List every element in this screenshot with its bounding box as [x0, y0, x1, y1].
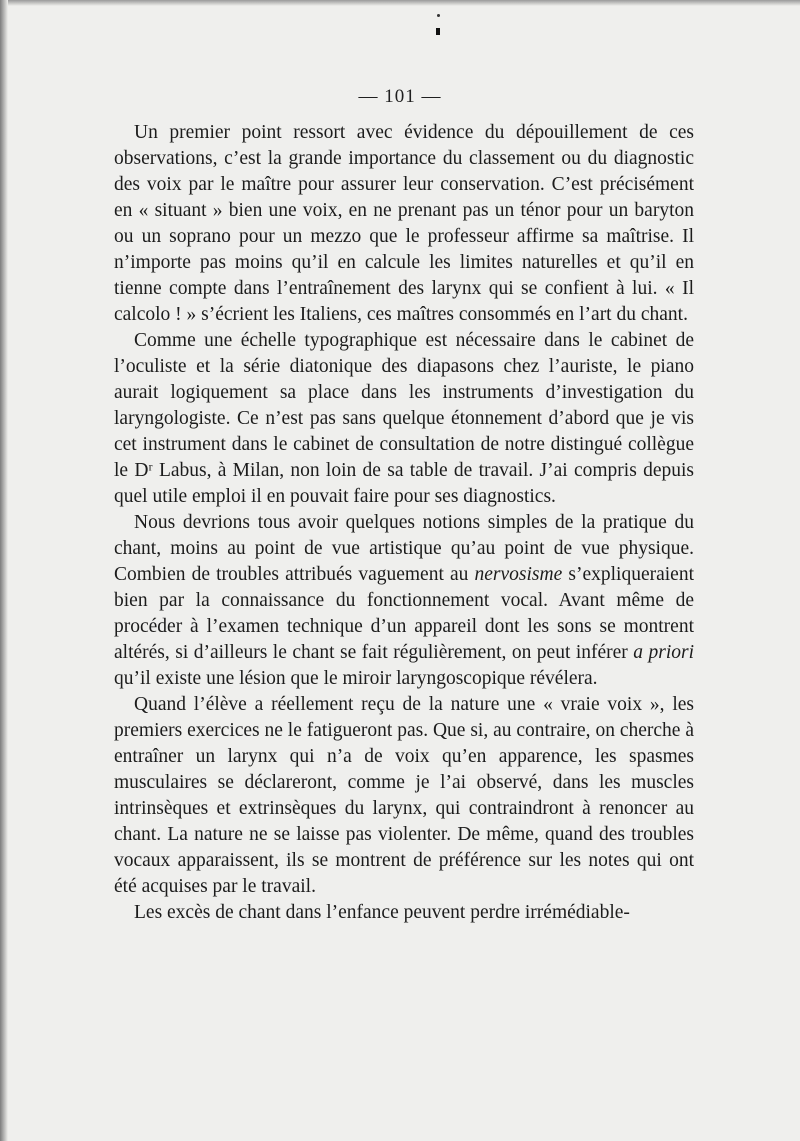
page-number: — 101 —: [358, 86, 442, 107]
paragraph: [114, 692, 694, 900]
text-run: s’expliqueraient bien par la connaissance du fonctionnement vocal. Avant même de procéder à l’examen technique d’un appareil dont les sons se montrent altérés, si d’ailleurs le chant se fait régulièrement, on peut inférer: [114, 564, 694, 663]
text-run: Quand l’élève a réellement reçu de la nature une « vraie voix », les premiers exercices ne le fatigueront pas. Que si, au contraire, on cherche à entraîner un larynx qui n’a de voix qu’en apparence, les spasmes musculaires se déclareront, comme je l’ai observé, dans les muscles intrinsèques et extrinsèques du larynx, qui contraindront à renoncer au chant. La nature ne se laisse pas violenter. De même, quand des troubles vocaux apparaissent, ils se montrent de préférence sur les notes qui ont été acquises par le travail.: [114, 694, 694, 897]
body-text: [114, 120, 694, 926]
paragraph: [114, 900, 694, 926]
italic-term: nervosisme: [474, 564, 563, 585]
paragraph: [114, 120, 694, 328]
text-run: qu’il existe une lésion que le miroir laryngoscopique révélera.: [114, 668, 598, 689]
text-run: Les excès de chant dans l’enfance peuvent perdre irrémédiable-: [134, 902, 630, 923]
paragraph: [114, 510, 694, 692]
text-run: Comme une échelle typographique est nécessaire dans le cabinet de l’oculiste et la série diatonique des diapasons chez l’auriste, le piano aurait logiquement sa place dans les instruments d’investigation du laryngologiste. Ce n’est pas sans quelque étonnement d’abord que je vis cet instrument dans le cabinet de consultation de notre distingué collègue le Dʳ Labus, à Milan, non loin de sa table de travail. J’ai compris depuis quel utile emploi il en pouvait faire pour ses diagnostics.: [114, 330, 694, 507]
italic-term: a priori: [633, 642, 694, 663]
page-edge-top: [0, 0, 800, 6]
ink-speck: [437, 14, 440, 17]
ink-mark: [436, 28, 440, 35]
text-run: Nous devrions tous avoir quelques notions simples de la pratique du chant, moins au point de vue artistique qu’au point de vue physique. Combien de troubles attribués vaguement au: [114, 512, 694, 585]
text-run: Un premier point ressort avec évidence du dépouillement de ces observations, c’est la grande importance du classement ou du diagnostic des voix par le maître pour assurer leur conservation. C’est précisément en « situant » bien une voix, en ne prenant pas un ténor pour un baryton ou un soprano pour un mezzo que le professeur affirme sa maîtrise. Il n’importe pas moins qu’il en calcule les limites naturelles et qu’il en tienne compte dans l’entraînement des larynx qui se confient à lui. « Il calcolo ! » s’écrient les Italiens, ces maîtres consommés en l’art du chant.: [114, 122, 694, 325]
page-edge-left: [0, 0, 8, 1141]
paragraph: [114, 328, 694, 510]
